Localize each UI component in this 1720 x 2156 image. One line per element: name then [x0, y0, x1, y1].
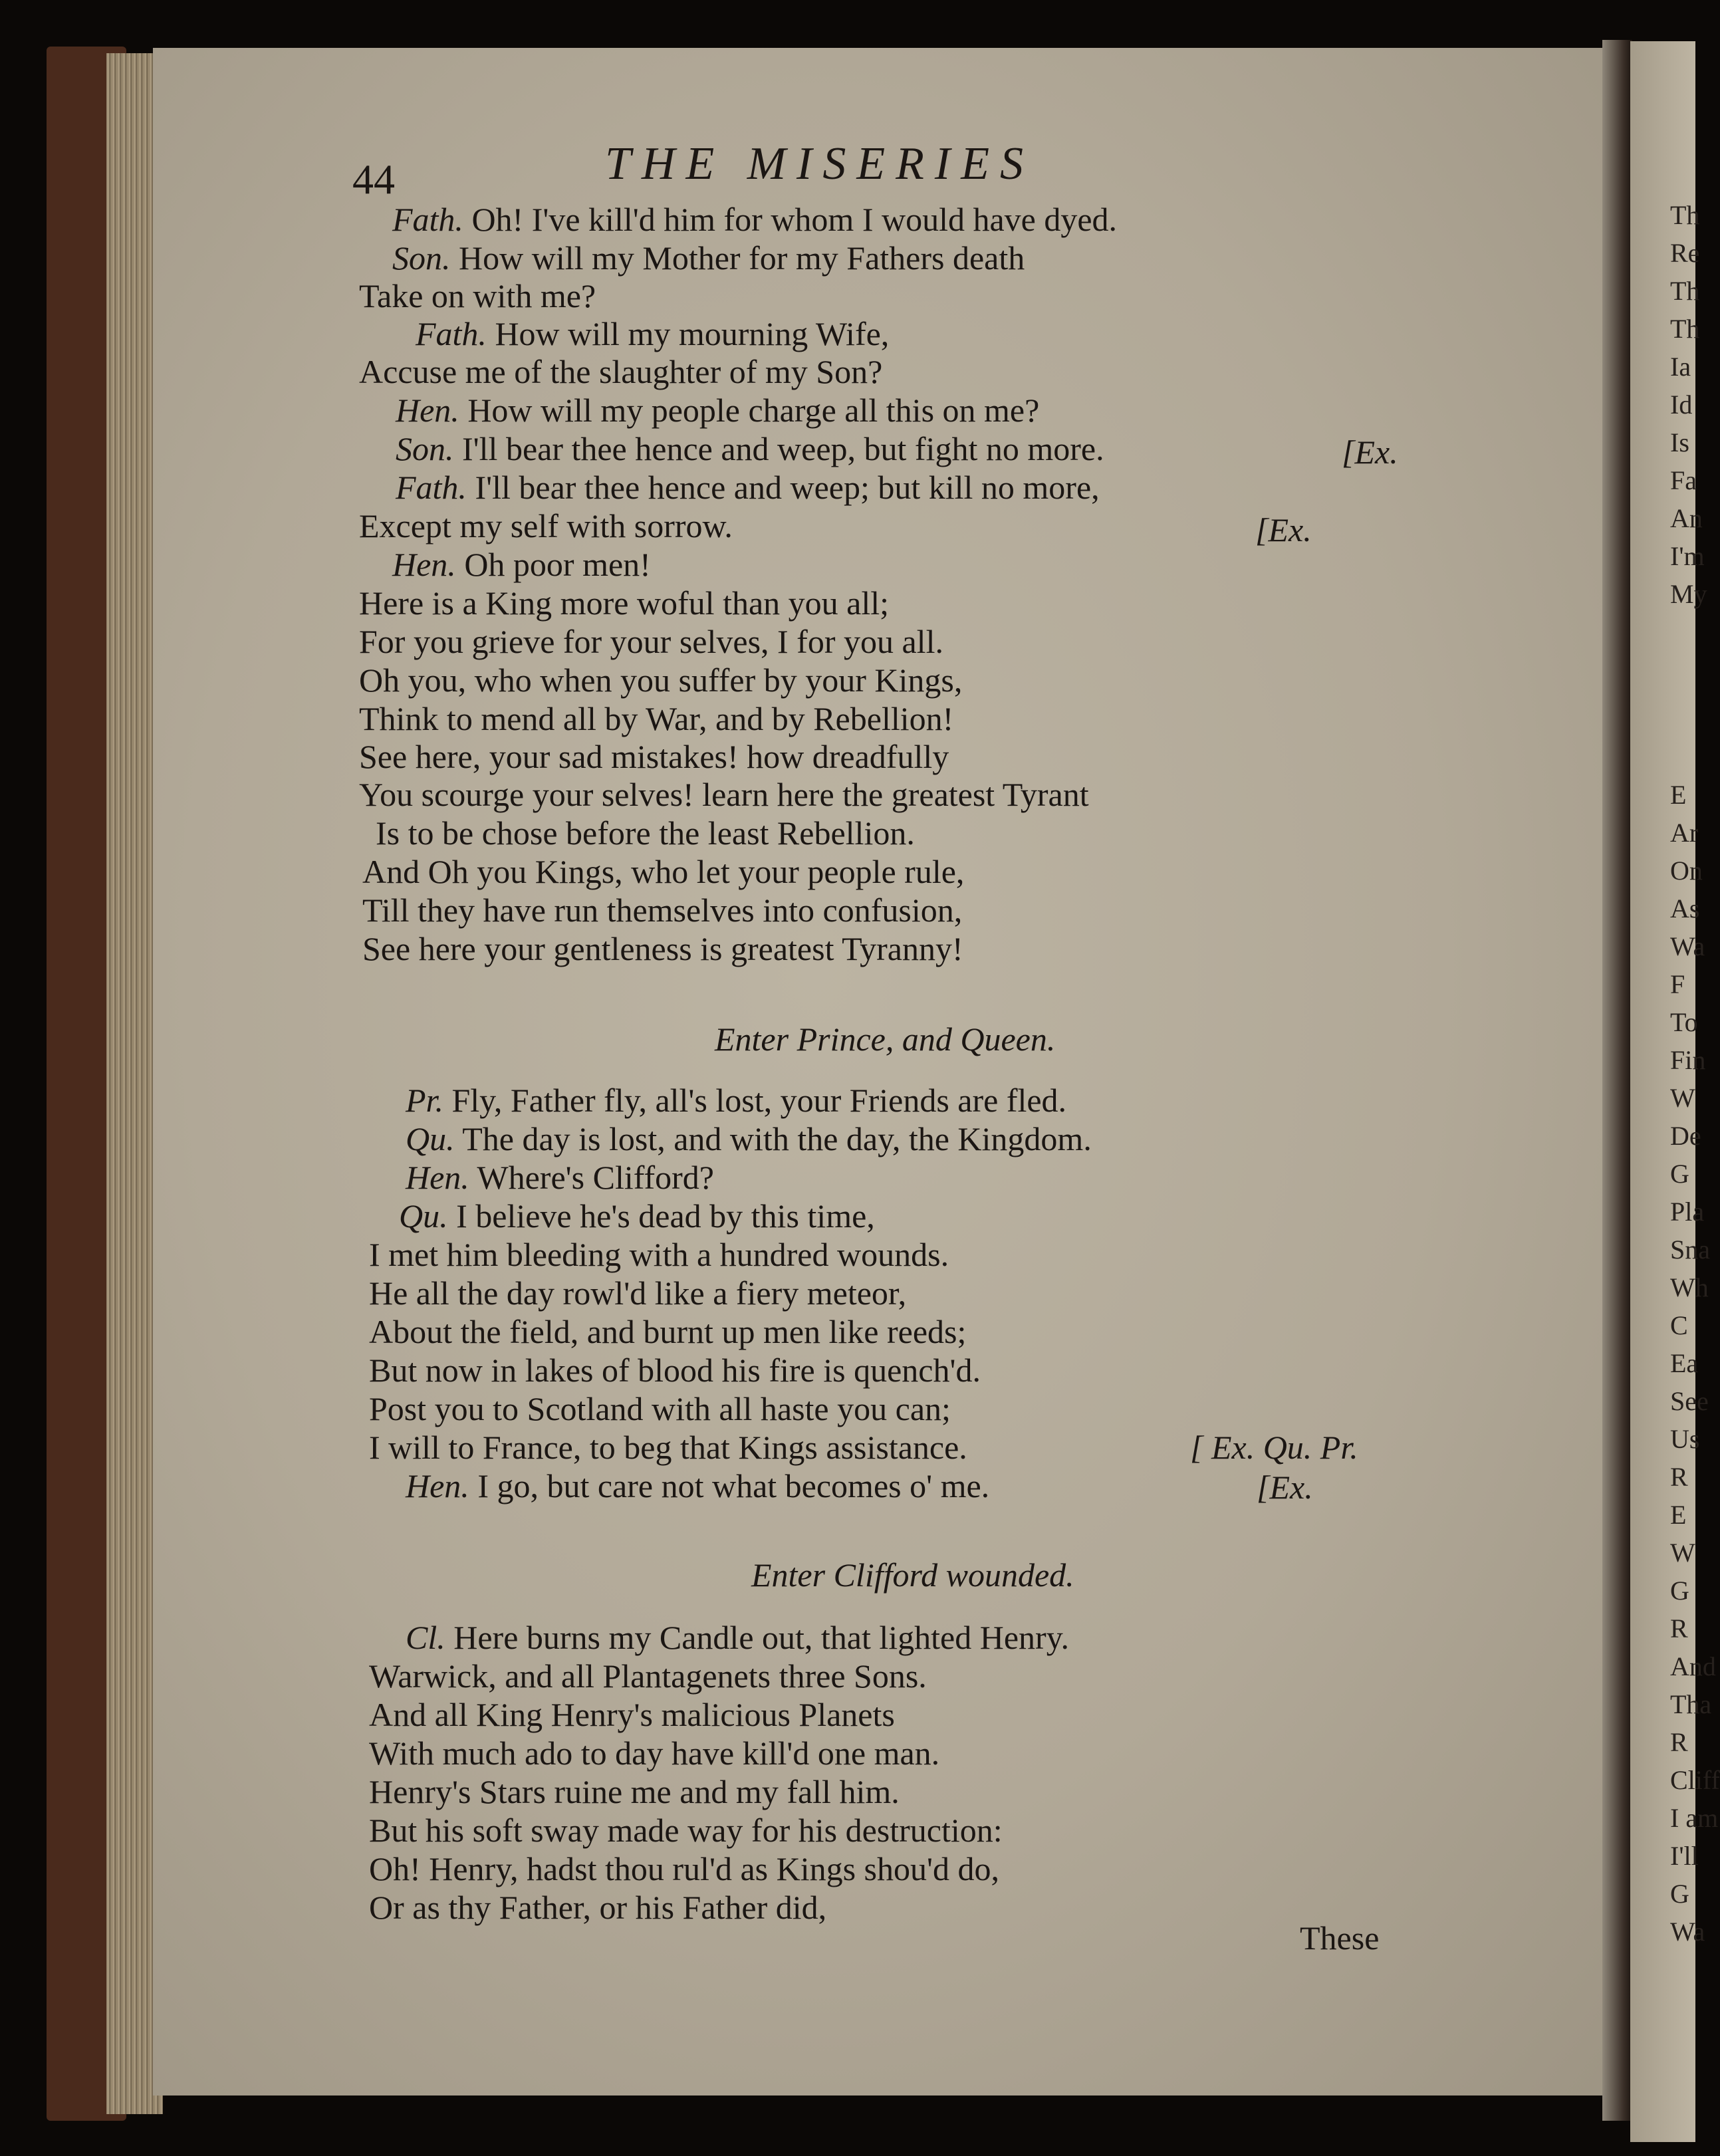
- facing-word: I am: [1670, 1803, 1719, 1833]
- text-line: [359, 702, 953, 735]
- line-text: I believe he's dead by this time,: [456, 1197, 875, 1235]
- facing-word: Ea: [1670, 1348, 1699, 1378]
- facing-word: E: [1670, 1500, 1687, 1530]
- line-text: See here your gentleness is greatest Tyranny!: [362, 930, 963, 967]
- facing-word: Ar: [1670, 818, 1699, 848]
- text-line: [369, 1775, 900, 1808]
- line-text: Oh! Henry, hadst thou rul'd as Kings shou'd do,: [369, 1850, 1000, 1887]
- line-text: Think to mend all by War, and by Rebellion!: [359, 700, 954, 737]
- facing-word: Sna: [1670, 1235, 1710, 1264]
- facing-word: Re: [1670, 238, 1700, 268]
- line-text: I'll bear thee hence and weep; but kill no more,: [475, 469, 1100, 506]
- text-line: [406, 1469, 989, 1502]
- speaker-name: Hen.: [406, 1159, 469, 1196]
- text-line: [359, 778, 1089, 811]
- speaker-name: Son.: [396, 430, 454, 467]
- facing-word: See: [1670, 1386, 1709, 1416]
- facing-word: Cliff: [1670, 1765, 1720, 1795]
- facing-word: My: [1670, 579, 1707, 609]
- line-text: How will my people charge all this on me?: [467, 392, 1040, 429]
- text-line: [359, 625, 943, 658]
- text-line: [392, 548, 651, 581]
- facing-word: Wh: [1670, 1272, 1709, 1302]
- line-text: But now in lakes of blood his fire is quench'd.: [369, 1352, 981, 1389]
- text-line: [396, 471, 1100, 504]
- line-text: Oh! I've kill'd him for whom I would have dyed.: [471, 201, 1118, 238]
- facing-word: G: [1670, 1576, 1689, 1606]
- line-text: The day is lost, and with the day, the Kingdom.: [462, 1120, 1092, 1157]
- line-text: Oh poor men!: [464, 546, 651, 583]
- facing-word: E: [1670, 780, 1687, 810]
- line-text: I go, but care not what becomes o' me.: [477, 1467, 990, 1504]
- facing-word: Pla: [1670, 1197, 1705, 1227]
- facing-word: R: [1670, 1727, 1688, 1757]
- line-text: Oh you, who when you suffer by your Kings,: [359, 661, 963, 699]
- line-text: How will my mourning Wife,: [495, 315, 890, 352]
- text-line: [362, 855, 964, 888]
- text-line: [396, 432, 1104, 465]
- line-text: But his soft sway made way for his destruction:: [369, 1812, 1003, 1849]
- facing-word: C: [1670, 1310, 1688, 1340]
- text-line: [392, 241, 1025, 275]
- line-text: Post you to Scotland with all haste you can;: [369, 1390, 951, 1427]
- facing-word: Tha: [1670, 1689, 1712, 1719]
- facing-word: R: [1670, 1462, 1688, 1492]
- line-text: See here, your sad mistakes! how dreadfully: [359, 738, 949, 775]
- speaker-name: Qu.: [406, 1120, 455, 1157]
- line-text: And all King Henry's malicious Planets: [369, 1696, 895, 1733]
- facing-word: W: [1670, 1083, 1695, 1113]
- speaker-name: Qu.: [399, 1197, 448, 1235]
- speaker-name: Hen.: [396, 392, 459, 429]
- facing-word: G: [1670, 1159, 1689, 1189]
- line-text: Here is a King more woful than you all;: [359, 584, 890, 622]
- text-line: [369, 1238, 949, 1271]
- text-line: [359, 663, 962, 697]
- text-line: [359, 355, 882, 388]
- stage-direction-exit: [Ex.: [1342, 433, 1398, 471]
- facing-word: And: [1670, 1651, 1716, 1681]
- facing-word: F: [1670, 969, 1685, 999]
- book-gutter: [1602, 40, 1632, 2121]
- text-line: [359, 509, 733, 542]
- speaker-name: Fath.: [396, 469, 467, 506]
- text-line: [359, 740, 949, 773]
- facing-word: Wa: [1670, 931, 1705, 961]
- stage-direction-exit: [ Ex. Qu. Pr.: [1190, 1429, 1358, 1466]
- text-line: [369, 1431, 967, 1464]
- facing-word: R: [1670, 1614, 1688, 1643]
- speaker-name: Hen.: [392, 546, 456, 583]
- facing-word: Th: [1670, 200, 1700, 230]
- line-text: I met him bleeding with a hundred wounds.: [369, 1236, 949, 1273]
- facing-word: Fa: [1670, 465, 1697, 495]
- text-line: [369, 1814, 1003, 1847]
- line-text: Take on with me?: [359, 277, 596, 314]
- line-text: Is to be chose before the least Rebellion.: [376, 814, 915, 852]
- text-line: [406, 1161, 714, 1194]
- facing-word: Is: [1670, 427, 1689, 457]
- line-text: I'll bear thee hence and weep, but fight no more.: [462, 430, 1104, 467]
- speaker-name: Son.: [392, 239, 451, 277]
- running-title: THE MISERIES: [605, 138, 1034, 189]
- line-text: He all the day rowl'd like a fiery meteor,: [369, 1274, 907, 1312]
- facing-word: I'll: [1670, 1841, 1699, 1871]
- stage-direction-exit: [Ex.: [1255, 511, 1312, 548]
- facing-word: Th: [1670, 276, 1700, 306]
- text-line: [406, 1084, 1066, 1117]
- line-text: Or as thy Father, or his Father did,: [369, 1889, 827, 1926]
- speaker-name: Hen.: [406, 1467, 469, 1504]
- line-text: For you grieve for your selves, I for you all.: [359, 623, 943, 660]
- text-line: [359, 279, 596, 312]
- text-line: [392, 203, 1117, 236]
- facing-word: De: [1670, 1121, 1701, 1151]
- catchword: These: [1300, 1919, 1380, 1957]
- text-line: [369, 1891, 826, 1924]
- facing-word: Th: [1670, 314, 1700, 344]
- speaker-name: Fath.: [416, 315, 487, 352]
- facing-page-edge: [1630, 41, 1720, 2142]
- facing-word: An: [1670, 503, 1703, 533]
- text-line: [369, 1276, 906, 1310]
- text-line: [406, 1621, 1069, 1654]
- text-line: [369, 1737, 939, 1770]
- text-line: [369, 1354, 981, 1387]
- text-line: [369, 1659, 927, 1693]
- line-text: With much ado to day have kill'd one man.: [369, 1735, 940, 1772]
- text-line: [362, 894, 962, 927]
- facing-word: Ia: [1670, 352, 1691, 382]
- line-text: Accuse me of the slaughter of my Son?: [359, 353, 883, 390]
- speaker-name: Pr.: [406, 1082, 443, 1119]
- speaker-name: Cl.: [406, 1619, 445, 1656]
- page-number: 44: [352, 156, 395, 203]
- line-text: You scourge your selves! learn here the greatest Tyrant: [359, 776, 1089, 813]
- stage-direction-enter: Enter Prince, and Queen.: [715, 1020, 1056, 1058]
- text-line: [369, 1315, 966, 1348]
- facing-word: Fin: [1670, 1045, 1706, 1075]
- text-line: [396, 394, 1039, 427]
- line-text: And Oh you Kings, who let your people rule,: [362, 853, 965, 890]
- facing-word: To: [1670, 1007, 1698, 1037]
- facing-word: As: [1670, 894, 1700, 923]
- line-text: Here burns my Candle out, that lighted Henry.: [453, 1619, 1069, 1656]
- facing-word: Id: [1670, 390, 1693, 419]
- line-text: Except my self with sorrow.: [359, 507, 733, 544]
- text-line: [406, 1122, 1092, 1155]
- facing-word: Wa: [1670, 1917, 1705, 1947]
- text-line: [416, 317, 889, 350]
- text-line: [369, 1392, 951, 1425]
- line-text: Till they have run themselves into confusion,: [362, 892, 963, 929]
- facing-word: Us: [1670, 1424, 1700, 1454]
- stage-direction-exit: [Ex.: [1257, 1469, 1313, 1506]
- line-text: Where's Clifford?: [477, 1159, 714, 1196]
- text-line: [376, 816, 915, 850]
- stage-direction-enter: Enter Clifford wounded.: [751, 1556, 1074, 1594]
- text-line: [369, 1698, 895, 1731]
- speaker-name: Fath.: [392, 201, 463, 238]
- facing-word: G: [1670, 1879, 1689, 1909]
- line-text: How will my Mother for my Fathers death: [459, 239, 1025, 277]
- line-text: Henry's Stars ruine me and my fall him.: [369, 1773, 900, 1810]
- facing-word: On: [1670, 856, 1703, 886]
- line-text: About the field, and burnt up men like reeds;: [369, 1313, 967, 1350]
- facing-word: I'm: [1670, 541, 1705, 571]
- text-line: [399, 1199, 875, 1233]
- line-text: Warwick, and all Plantagenets three Sons.: [369, 1657, 927, 1695]
- text-line: [362, 932, 963, 965]
- text-line: [369, 1852, 999, 1885]
- line-text: Fly, Father fly, all's lost, your Friends are fled.: [451, 1082, 1067, 1119]
- line-text: I will to France, to beg that Kings assistance.: [369, 1429, 967, 1466]
- text-line: [359, 586, 889, 620]
- facing-word: W: [1670, 1538, 1695, 1568]
